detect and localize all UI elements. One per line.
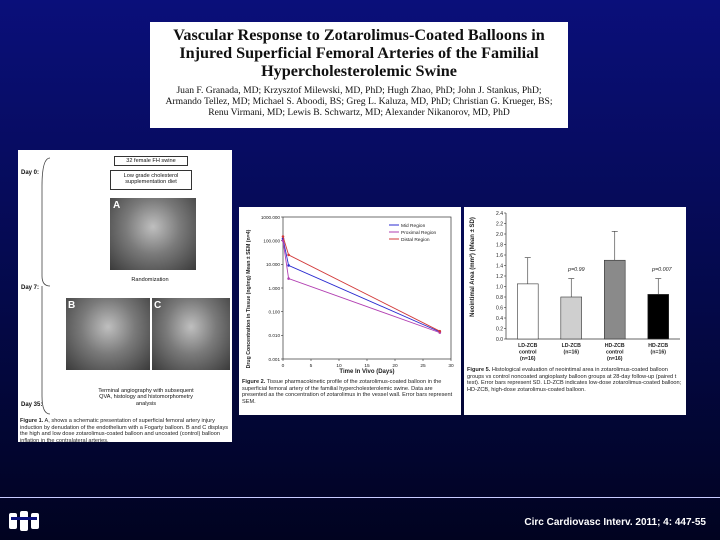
pk-x-tick-label: 5 [309, 364, 313, 369]
pk-y-tick-label: 0.010 [268, 333, 280, 339]
figure-2-caption-head: Figure 2. [242, 379, 266, 385]
neo-category-label: (n=16) [650, 349, 666, 356]
pk-x-tick-label: 15 [364, 364, 370, 369]
pk-x-tick-label: 20 [392, 364, 398, 369]
neo-bar [517, 284, 538, 339]
neo-category-label: HD-ZCB [648, 343, 669, 349]
angiography-photo-b [66, 298, 150, 370]
pk-x-tick-label: 30 [448, 364, 454, 369]
day7-label: Day 7: [21, 285, 40, 291]
figure-2-caption [242, 379, 458, 405]
angiography-photo-a [110, 198, 196, 270]
day0-label: Day 0: [21, 170, 40, 176]
pk-series-line [283, 236, 440, 331]
pk-line-chart [239, 207, 461, 379]
angiography-photo-c [152, 298, 230, 370]
pk-x-tick-label: 25 [420, 364, 426, 369]
day35-label: Day 35: [21, 402, 43, 408]
pk-legend-entry: Mid Region [401, 223, 426, 229]
terminal-analysis-text: Terminal angiography with subsequent QVA, histology and histomorphometry analysis [92, 388, 200, 410]
neo-category-label: HD-ZCB [604, 343, 625, 349]
timeline-bracket [38, 156, 52, 416]
neo-category-label: (n=16) [520, 355, 536, 362]
neo-bar [561, 297, 582, 339]
photo-a-label: A [113, 200, 121, 211]
neo-category-label: LD-ZCB [561, 343, 581, 349]
neointimal-bar-chart [464, 207, 686, 365]
diet-box: Low grade cholesterol supplementation diet [110, 170, 192, 190]
figure-2-panel [239, 207, 461, 415]
citation-text: Circ Cardiovasc Interv. 2011; 4: 447-55 [524, 517, 706, 528]
randomization-label: Randomization [114, 277, 186, 286]
figure-5-caption-text: Histological evaluation of neointimal area in zotarolimus-coated balloon groups vs control noncoated angioplasty balloon groups at 28-day follow-up (paired t test). Error bars represent SD. LD-ZCB indicates low-dose zotarolimus-coated balloon; HD-ZCB, high-dose zotarolimus-coated balloon. [467, 367, 682, 393]
figure-1-caption-head: Figure 1. [20, 418, 44, 424]
figure-5-panel [464, 207, 686, 415]
paper-title-card [150, 22, 568, 128]
neo-y-tick-label: 1.0 [496, 284, 503, 291]
neo-y-tick-label: 2.4 [496, 210, 503, 217]
pk-y-tick-label: 10.000 [265, 262, 280, 268]
neo-y-tick-label: 1.2 [496, 273, 503, 280]
journal-logo-icon [8, 508, 40, 534]
neo-category-label: LD-ZCB [518, 343, 538, 349]
neo-y-tick-label: 2.0 [496, 231, 503, 238]
neo-y-tick-label: 0.0 [496, 336, 503, 343]
photo-c-label: C [154, 300, 162, 311]
neo-category-label: (n=16) [563, 349, 579, 356]
pk-legend-entry: Distal Region [401, 237, 430, 243]
figure-2-caption-text: Tissue pharmacokinetic profile of the zotarolimus-coated balloon in the superficial femoral artery of the familial hypercholesterolemic swine. Data are presented as the concentration of zotarolimus in the vessel wall. Error bars represent SEM. [242, 379, 453, 405]
pk-y-tick-label: 0.100 [268, 309, 280, 315]
pk-legend-entry: Proximal Region [401, 230, 437, 236]
neo-y-tick-label: 0.2 [496, 326, 503, 333]
neo-y-tick-label: 0.4 [496, 315, 503, 322]
footer-divider [0, 497, 720, 498]
neo-bar [604, 260, 625, 339]
photo-b-label: B [68, 300, 76, 311]
figure-1-caption [20, 418, 230, 444]
neo-y-tick-label: 0.8 [496, 294, 503, 301]
neo-category-label: control [605, 349, 624, 356]
pk-y-tick-label: 0.001 [268, 356, 280, 362]
pk-y-tick-label: 1.000 [268, 285, 280, 291]
neo-category-label: (n=16) [607, 355, 623, 362]
pk-x-tick-label: 10 [336, 364, 342, 369]
pk-x-tick-label: 0 [281, 364, 285, 369]
figure-1-caption-text: A, shows a schematic presentation of superficial femoral artery injury induction by denudation of the endothelium with a Fogarty balloon. B and C displays the high and low dose zotarolimus-coated balloon and uncoated (control) balloon inflation in the contralateral arteries. [20, 418, 229, 444]
figure-5-caption-head: Figure 5. [467, 367, 491, 373]
pk-data-point [287, 264, 290, 267]
pk-data-point [287, 254, 290, 257]
neo-category-label: control [518, 349, 537, 356]
pk-y-tick-label: 1000.000 [260, 214, 280, 220]
figure-1-panel [18, 150, 232, 442]
neo-y-tick-label: 1.4 [496, 263, 503, 270]
pk-y-tick-label: 100.000 [263, 238, 280, 244]
neo-y-tick-label: 0.6 [496, 305, 503, 312]
neo-y-tick-label: 2.2 [496, 221, 503, 228]
p-value-1: p=0.99 [568, 267, 585, 273]
swine-box: 32 female FH swine [114, 156, 188, 166]
pk-x-axis-label: Time In Vivo (Days) [339, 369, 395, 375]
neo-y-tick-label: 1.8 [496, 242, 503, 249]
neo-y-axis-label: Neointimal Area (mm²) (Mean ± SD) [470, 217, 476, 317]
paper-authors: Juan F. Granada, MD; Krzysztof Milewski, MD, PhD; Hugh Zhao, PhD; John J. Stankus, PhD; Armando Tellez, MD; Michael S. Aboodi, BS; Greg L. Kaluza, MD, PhD; Christian G. Krueger, BS; Renu Virmani, MD; Lewis B. Schwartz, MD; Alexander Nikanorov, MD, PhD [165, 85, 553, 119]
figure-5-caption [467, 367, 683, 393]
pk-data-point [287, 277, 290, 280]
pk-data-point [282, 235, 285, 238]
neo-y-tick-label: 1.6 [496, 252, 503, 259]
pk-data-point [439, 330, 442, 333]
p-value-2: p=0.007 [652, 267, 672, 273]
pk-y-axis-label: Drug Concentration in Tissue (ng/mg) Mean ± SEM (n=4) [246, 229, 252, 369]
paper-title: Vascular Response to Zotarolimus-Coated Balloons in Injured Superficial Femoral Arteries of the Familial Hypercholesterolemic Swine [173, 26, 545, 80]
neo-bar [648, 294, 669, 339]
